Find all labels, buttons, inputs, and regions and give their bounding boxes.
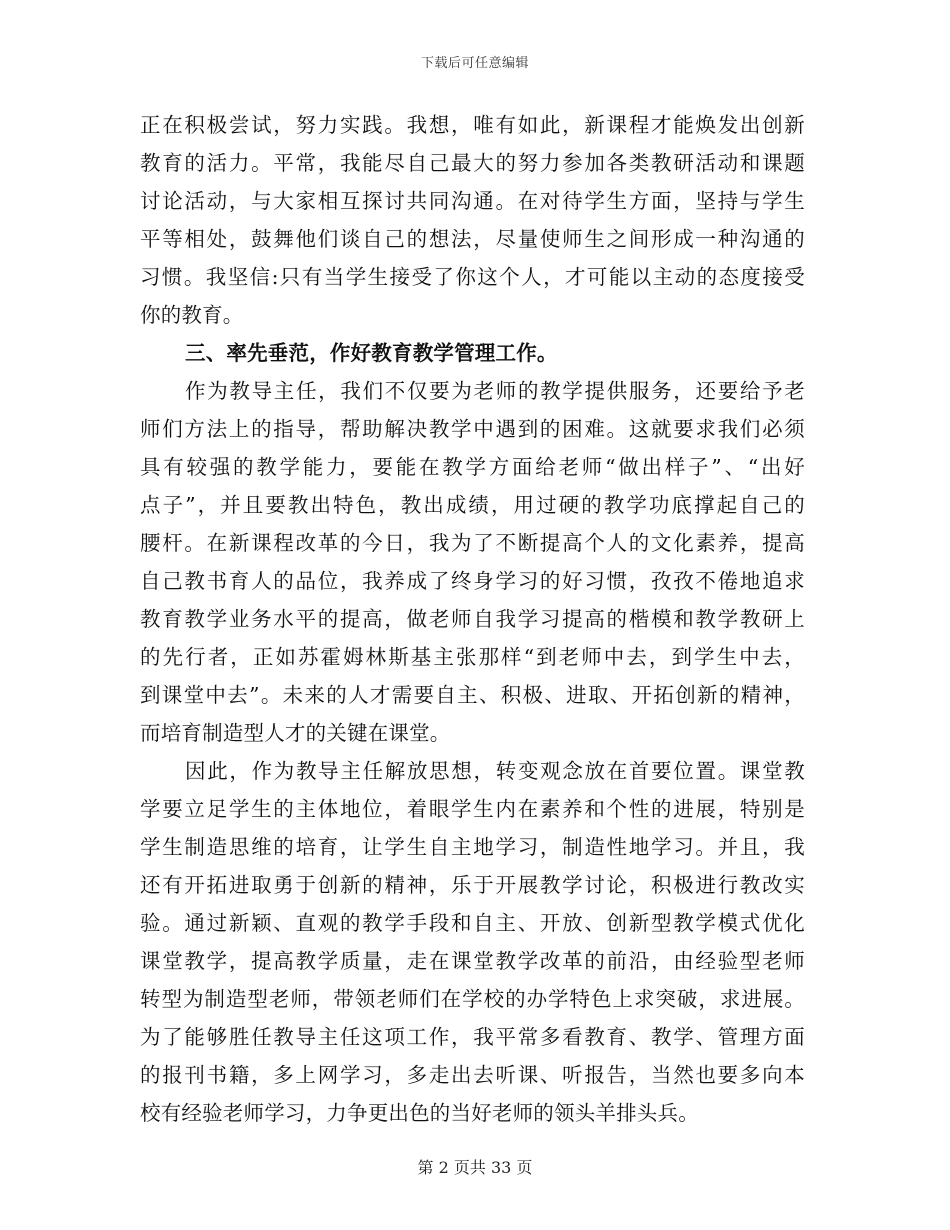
section-heading (140, 334, 805, 372)
text-line: 平等相处，鼓舞他们谈自己的想法，尽量使师生之间形成一种沟通的 (140, 227, 805, 251)
text-line: 你的教育。 (140, 303, 244, 327)
text-line: 为了能够胜任教导主任这项工作，我平常多看教育、教学、管理方面 (140, 1025, 805, 1049)
text-line: 习惯。我坚信:只有当学生接受了你这个人，才可能以主动的态度接受 (140, 265, 805, 289)
text-line: 转型为制造型老师，带领老师们在学校的办学特色上求突破，求进展。 (140, 987, 805, 1011)
paragraph (140, 372, 805, 752)
text-line: 而培育制造型人才的关键在课堂。 (140, 721, 451, 745)
paragraph (140, 106, 805, 334)
page-header: 下载后可任意编辑 (420, 56, 529, 71)
text-line: 验。通过新颖、直观的教学手段和自主、开放、创新型教学模式优化 (140, 911, 805, 935)
text-line: 学要立足学生的主体地位，着眼学生内在素养和个性的进展，特别是 (140, 797, 805, 821)
paragraph (140, 752, 805, 1132)
text-line: 因此，作为教导主任解放思想，转变观念放在首要位置。课堂教 (185, 759, 805, 783)
text-line: 学生制造思维的培育，让学生自主地学习，制造性地学习。并且，我 (140, 835, 805, 859)
text-line: 点子”，并且要教出特色，教出成绩，用过硬的教学功底撑起自己的 (140, 493, 805, 517)
page-footer: 第 2 页共 33 页 (417, 1158, 533, 1177)
text-line: 正在积极尝试，努力实践。我想，唯有如此，新课程才能焕发出创新 (140, 113, 805, 137)
text-line: 教育教学业务水平的提高，做老师自我学习提高的楷模和教学教研上 (140, 607, 805, 631)
text-line: 的先行者，正如苏霍姆林斯基主张那样“到老师中去，到学生中去， (140, 645, 805, 669)
text-line: 作为教导主任，我们不仅要为老师的教学提供服务，还要给予老 (185, 379, 805, 403)
text-line: 的报刊书籍，多上网学习，多走出去听课、听报告，当然也要多向本 (140, 1063, 805, 1087)
text-line: 还有开拓进取勇于创新的精神，乐于开展教学讨论，积极进行教改实 (140, 873, 805, 897)
text-line: 师们方法上的指导，帮助解决教学中遇到的困难。这就要求我们必须 (140, 417, 805, 441)
text-line: 教育的活力。平常，我能尽自己最大的努力参加各类教研活动和课题 (140, 151, 805, 175)
text-line: 自己教书育人的品位，我养成了终身学习的好习惯，孜孜不倦地追求 (140, 569, 805, 593)
text-line: 讨论活动，与大家相互探讨共同沟通。在对待学生方面，坚持与学生 (140, 189, 805, 213)
section-heading-text: 三、率先垂范，作好教育教学管理工作。 (185, 341, 558, 365)
text-line: 腰杆。在新课程改革的今日，我为了不断提高个人的文化素养，提高 (140, 531, 805, 555)
text-line: 课堂教学，提高教学质量，走在课堂教学改革的前沿，由经验型老师 (140, 949, 805, 973)
text-line: 到课堂中去”。未来的人才需要自主、积极、进取、开拓创新的精神， (140, 683, 805, 707)
text-line: 校有经验老师学习，力争更出色的当好老师的领头羊排头兵。 (140, 1101, 699, 1125)
text-line: 具有较强的教学能力，要能在教学方面给老师“做出样子”、“出好 (140, 455, 805, 479)
document-body (140, 106, 805, 1132)
